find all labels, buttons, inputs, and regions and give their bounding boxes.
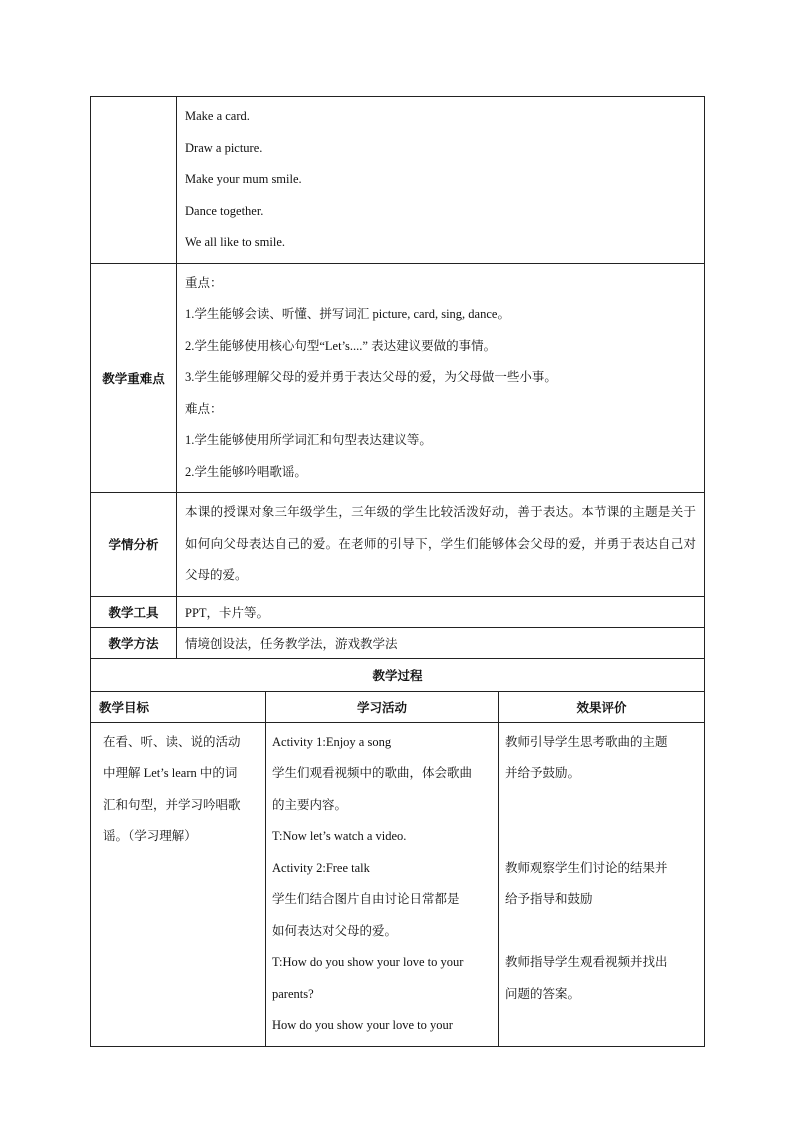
sentence-line: Make your mum smile. [185,172,302,186]
sentence-line: Make a card. [185,109,250,123]
lesson-plan-table [90,96,705,1047]
evaluation-line: 教师引导学生思考歌曲的主题 [505,734,668,749]
activity-line: T:Now let’s watch a video. [272,829,407,843]
activity-line: 如何表达对父母的爱。 [272,923,398,938]
header-evaluation: 效果评价 [499,691,705,722]
key-points-cell [177,263,705,493]
activity-line: How do you show your love to your [272,1018,453,1032]
key-point-line: 重点： [185,275,223,290]
process-content-row [91,722,705,1046]
evaluation-line: 教师观察学生们讨论的结果并 [505,860,668,875]
analysis-label: 学情分析 [91,493,177,597]
spacer [505,916,698,948]
key-point-line: 1.学生能够使用所学词汇和句型表达建议等。 [185,433,432,447]
key-points-row [91,263,705,493]
lesson-plan-page [90,96,704,1047]
evaluation-line: 教师指导学生观看视频并找出 [505,955,668,969]
activity-line: parents? [272,986,314,1001]
activity-line: 学生们结合图片自由讨论日常都是 [272,892,460,906]
spacer [505,821,698,853]
sentences-cell [177,97,705,264]
methods-row [91,627,705,658]
tools-text: PPT，卡片等。 [177,596,705,627]
sentence-line: We all like to smile. [185,235,286,249]
goal-cell [91,722,266,1046]
sentences-row [91,97,705,264]
evaluation-line: 给予指导和鼓励 [505,892,593,906]
key-point-line: 2.学生能够吟唱歌谣。 [185,464,307,479]
evaluation-cell [499,722,705,1046]
process-header-row [91,691,705,722]
sentence-line: Draw a picture. [185,140,263,155]
goal-line: 谣。（学习理解） [103,829,197,843]
evaluation-line: 问题的答案。 [505,986,581,1001]
key-point-line: 3.学生能够理解父母的爱并勇于表达父母的爱，为父母做一些小事。 [185,370,557,384]
tools-label: 教学工具 [91,596,177,627]
activity-line: T:How do you show your love to your [272,955,464,969]
key-point-line: 1.学生能够会读、听懂、拼写词汇 picture, card, sing, dance。 [185,307,510,321]
methods-text: 情境创设法，任务教学法，游戏教学法 [177,627,705,658]
goal-line: 汇和句型，并学习吟唱歌 [103,797,241,812]
sentences-label-cell [91,97,177,264]
activity-line: Activity 2:Free talk [272,860,370,875]
key-points-label: 教学重难点 [91,263,177,493]
activity-line: 的主要内容。 [272,797,348,812]
process-title: 教学过程 [91,658,705,691]
analysis-row [91,493,705,597]
evaluation-line: 并给予鼓励。 [505,766,581,780]
goal-line: 在看、听、读、说的活动 [103,734,241,749]
activity-cell [266,722,499,1046]
goal-line: 中理解 Let’s learn 中的词 [103,766,238,780]
spacer [505,790,698,822]
activity-line: Activity 1:Enjoy a song [272,734,392,749]
key-point-line: 2.学生能够使用核心句型“Let’s....” 表达建议要做的事情。 [185,338,497,353]
header-activity: 学习活动 [266,691,499,722]
key-point-line: 难点： [185,401,223,416]
process-title-row [91,658,705,691]
methods-label: 教学方法 [91,627,177,658]
header-goal: 教学目标 [91,691,266,722]
sentence-line: Dance together. [185,203,264,218]
analysis-text: 本课的授课对象三年级学生，三年级的学生比较活泼好动，善于表达。本节课的主题是关于如何向父母表达自己的爱。在老师的引导下，学生们能够体会父母的爱，并勇于表达自己对父母的爱。 [177,493,705,597]
tools-row [91,596,705,627]
activity-line: 学生们观看视频中的歌曲，体会歌曲 [272,766,473,780]
